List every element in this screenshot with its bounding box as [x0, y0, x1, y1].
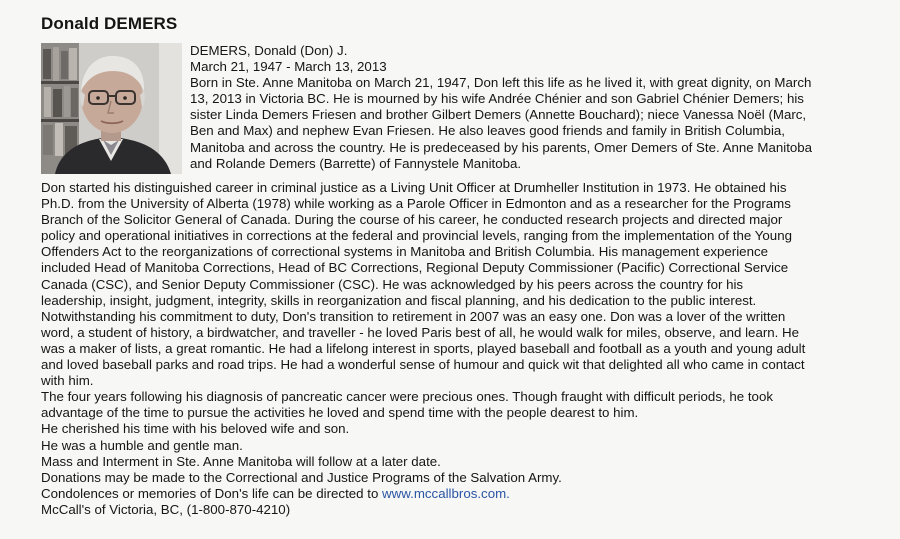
text-line: He cherished his time with his beloved wife and son.	[41, 421, 350, 437]
text-line: included Head of Manitoba Corrections, Head of BC Corrections, Regional Deputy Commissioner (Pacific) Correctional Service	[41, 260, 789, 276]
text-line: Offenders Act to the reorganizations of correctional systems in Manitoba and British Columbia. His management experience	[41, 244, 769, 260]
text-line: Manitoba and across the country. He is predeceased by his parents, Omer Demers of Ste. Anne Manitoba	[190, 139, 813, 155]
condolence-line	[41, 486, 891, 502]
text-line: Mass and Interment in Ste. Anne Manitoba will follow at a later date.	[41, 453, 441, 469]
text-line: and Rolande Demers (Barrette) of Fannystele Manitoba.	[190, 155, 522, 171]
text-line: and loved baseball parks and road trips. He had a wonderful sense of humour and quick wit that delighted all who came in contact	[41, 357, 805, 373]
text-line: Born in Ste. Anne Manitoba on March 21, 1947, Don left this life as he lived it, with great dignity, on March	[190, 75, 812, 91]
name-line: DEMERS, Donald (Don) J.	[190, 43, 348, 58]
condolence-text: Condolences or memories of Don's life can be directed to	[41, 485, 383, 501]
text-line: word, a student of history, a birdwatcher, and traveller - he loved Paris best of all, he would walk for miles, observe, and learn. He	[41, 324, 800, 340]
header-block	[190, 43, 890, 172]
text-line: Notwithstanding his commitment to duty, Don's transition to retirement in 2007 was an easy one. Don was a lover of the written	[41, 308, 786, 324]
text-line: Don started his distinguished career in criminal justice as a Living Unit Officer at Drumheller Institution in 1973. He obtained his	[41, 180, 787, 195]
text-line: advantage of the time to pursue the activities he loved and spend time with the people dearest to him.	[41, 405, 639, 421]
text-line: sister Linda Demers Friesen and brother Gilbert Demers (Annette Bouchard); niece Vanessa Noël (Marc,	[190, 107, 807, 123]
condolence-link[interactable]: www.mccallbros.com.	[382, 485, 510, 501]
text-line: Donations may be made to the Correctional and Justice Programs of the Salvation Army.	[41, 469, 562, 485]
text-line: Branch of the Solicitor General of Canada. During the course of his career, he conducted research projects and directed major	[41, 212, 783, 228]
text-line: was a maker of lists, a great romantic. He had a lifelong interest in sports, played baseball and football as a youth and young adult	[41, 340, 806, 356]
portrait-photo	[41, 43, 182, 174]
text-line: He was a humble and gentle man.	[41, 437, 243, 453]
text-line: policy and operational initiatives in corrections at the federal and provincial levels, ranging from the implementation of the Young	[41, 228, 792, 244]
obituary-body	[41, 180, 891, 518]
dates-line: March 21, 1947 - March 13, 2013	[190, 59, 387, 75]
text-line: Ben and Max) and nephew Evan Friesen. He also leaves good friends and family in British Columbia,	[190, 123, 785, 139]
page-title: Donald DEMERS	[41, 14, 178, 33]
text-line: The four years following his diagnosis of pancreatic cancer were precious ones. Though fraught with difficult periods, he took	[41, 389, 773, 405]
text-line: leadership, insight, judgment, integrity, skills in reorganization and fiscal planning, and his dedication to the public interest.	[41, 292, 757, 308]
text-line: Canada (CSC), and Senior Deputy Commissioner (CSC). He was acknowledged by his peers across the country for his	[41, 276, 744, 292]
text-line: Ph.D. from the University of Alberta (1978) while working as a Parole Officer in Edmonton and as a researcher for the Programs	[41, 196, 791, 212]
text-line: 13, 2013 in Victoria BC. He is mourned by his wife Andrée Chénier and son Gabriel Chénier Demers; his	[190, 91, 804, 107]
portrait-image	[41, 43, 182, 174]
funeral-home-line: McCall's of Victoria, BC, (1-800-870-4210)	[41, 501, 291, 517]
text-line: with him.	[41, 373, 94, 389]
